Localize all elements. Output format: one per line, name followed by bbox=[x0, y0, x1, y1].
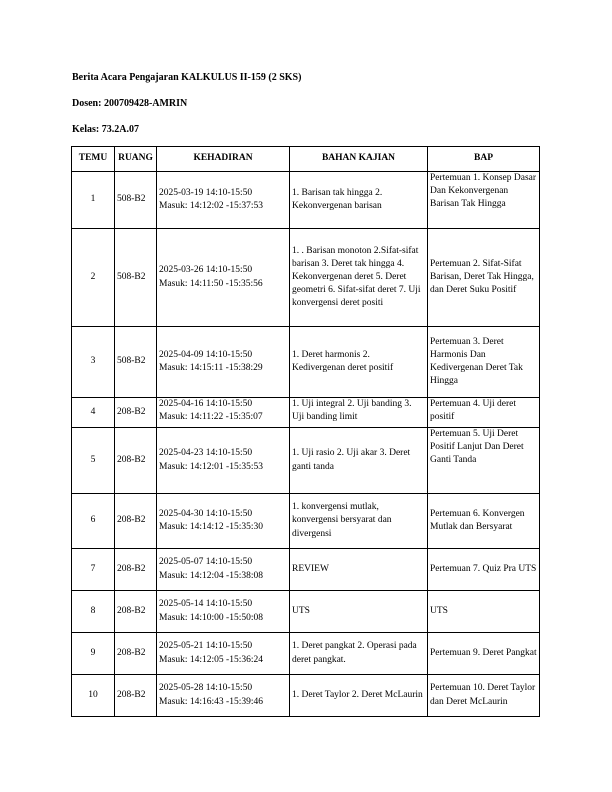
cell-temu: 6 bbox=[72, 494, 115, 549]
scheduled-time: 2025-03-26 14:10-15:50 bbox=[159, 265, 253, 276]
cell-kehadiran bbox=[157, 494, 290, 549]
col-header-bap: BAP bbox=[428, 147, 540, 172]
scheduled-time: 2025-05-07 14:10-15:50 bbox=[159, 557, 253, 568]
cell-temu: 7 bbox=[72, 549, 115, 591]
cell-kehadiran bbox=[157, 633, 290, 675]
cell-bahan-kajian: 1. Uji rasio 2. Uji akar 3. Deret ganti tanda bbox=[290, 428, 428, 494]
cell-kehadiran bbox=[157, 549, 290, 591]
document-title: Berita Acara Pengajaran KALKULUS II-159 (2 SKS) bbox=[72, 72, 302, 83]
check-in-time: Masuk: 14:14:12 -15:35:30 bbox=[159, 522, 263, 532]
cell-ruang: 508-B2 bbox=[115, 327, 157, 398]
cell-kehadiran bbox=[157, 591, 290, 633]
scheduled-time: 2025-05-28 14:10-15:50 bbox=[159, 683, 253, 694]
cell-ruang: 208-B2 bbox=[115, 494, 157, 549]
scheduled-time: 2025-04-30 14:10-15:50 bbox=[159, 508, 253, 519]
table-row bbox=[72, 327, 540, 398]
teaching-record-table bbox=[71, 146, 540, 717]
check-in-time: Masuk: 14:11:22 -15:35:07 bbox=[159, 412, 263, 423]
cell-bahan-kajian: 1. Deret pangkat 2. Operasi pada deret pangkat. bbox=[290, 633, 428, 675]
table-row bbox=[72, 428, 540, 494]
cell-bap: Pertemuan 4. Uji deret positif bbox=[428, 398, 540, 428]
table-row bbox=[72, 172, 540, 229]
scheduled-time: 2025-03-19 14:10-15:50 bbox=[159, 187, 253, 198]
cell-temu: 1 bbox=[72, 172, 115, 229]
cell-kehadiran bbox=[157, 229, 290, 327]
cell-ruang: 208-B2 bbox=[115, 428, 157, 494]
scheduled-time: 2025-04-09 14:10-15:50 bbox=[159, 349, 253, 360]
col-header-ruang: RUANG bbox=[115, 147, 157, 172]
col-header-bahan-kajian: BAHAN KAJIAN bbox=[290, 147, 428, 172]
cell-ruang: 208-B2 bbox=[115, 549, 157, 591]
table-header-row bbox=[72, 147, 540, 172]
class-line: Kelas: 73.2A.07 bbox=[72, 124, 139, 135]
cell-bap: Pertemuan 6. Konvergen Mutlak dan Bersyarat bbox=[428, 494, 540, 549]
cell-temu: 2 bbox=[72, 229, 115, 327]
table-row bbox=[72, 675, 540, 717]
check-in-time: Masuk: 14:15:11 -15:38:29 bbox=[159, 363, 263, 373]
cell-kehadiran bbox=[157, 172, 290, 229]
cell-ruang: 208-B2 bbox=[115, 633, 157, 675]
check-in-time: Masuk: 14:12:05 -15:36:24 bbox=[159, 654, 263, 665]
scheduled-time: 2025-04-23 14:10-15:50 bbox=[159, 448, 253, 459]
cell-kehadiran bbox=[157, 675, 290, 717]
cell-temu: 3 bbox=[72, 327, 115, 398]
cell-ruang: 508-B2 bbox=[115, 229, 157, 327]
table-row bbox=[72, 494, 540, 549]
check-in-time: Masuk: 14:12:04 -15:38:08 bbox=[159, 570, 263, 581]
cell-bap: Pertemuan 2. Sifat-Sifat Barisan, Deret Tak Hingga, dan Deret Suku Positif bbox=[428, 229, 540, 327]
table-row bbox=[72, 229, 540, 327]
cell-bahan-kajian: REVIEW bbox=[290, 549, 428, 591]
check-in-time: Masuk: 14:11:50 -15:35:56 bbox=[159, 278, 263, 289]
cell-bahan-kajian: 1. Uji integral 2. Uji banding 3. Uji banding limit bbox=[290, 398, 428, 428]
lecturer-line: Dosen: 200709428-AMRIN bbox=[72, 98, 188, 109]
cell-bahan-kajian: 1. konvergensi mutlak, konvergensi bersyarat dan divergensi bbox=[290, 494, 428, 549]
cell-bap: Pertemuan 3. Deret Harmonis Dan Kedivergenan Deret Tak Hingga bbox=[428, 327, 540, 398]
table-row bbox=[72, 398, 540, 428]
cell-ruang: 208-B2 bbox=[115, 398, 157, 428]
cell-kehadiran bbox=[157, 428, 290, 494]
cell-bahan-kajian: 1. Barisan tak hingga 2. Kekonvergenan barisan bbox=[290, 172, 428, 229]
cell-ruang: 208-B2 bbox=[115, 675, 157, 717]
cell-bahan-kajian: 1. Deret harmonis 2. Kedivergenan deret positif bbox=[290, 327, 428, 398]
cell-temu: 5 bbox=[72, 428, 115, 494]
col-header-kehadiran: KEHADIRAN bbox=[157, 147, 290, 172]
table-row bbox=[72, 591, 540, 633]
check-in-time: Masuk: 14:12:01 -15:35:53 bbox=[159, 461, 263, 472]
cell-temu: 9 bbox=[72, 633, 115, 675]
cell-bap: Pertemuan 9. Deret Pangkat bbox=[428, 633, 540, 675]
table-row bbox=[72, 549, 540, 591]
cell-bahan-kajian: UTS bbox=[290, 591, 428, 633]
check-in-time: Masuk: 14:12:02 -15:37:53 bbox=[159, 201, 263, 211]
cell-bap: Pertemuan 10. Deret Taylor dan Deret McLaurin bbox=[428, 675, 540, 717]
cell-bap: Pertemuan 5. Uji Deret Positif Lanjut Dan Deret Ganti Tanda bbox=[428, 428, 540, 494]
cell-bahan-kajian: 1. Deret Taylor 2. Deret McLaurin bbox=[290, 675, 428, 717]
cell-bap: Pertemuan 1. Konsep Dasar Dan Kekonvergenan Barisan Tak Hingga bbox=[428, 172, 540, 229]
scheduled-time: 2025-05-21 14:10-15:50 bbox=[159, 641, 253, 652]
check-in-time: Masuk: 14:16:43 -15:39:46 bbox=[159, 696, 263, 707]
cell-ruang: 208-B2 bbox=[115, 591, 157, 633]
cell-temu: 4 bbox=[72, 398, 115, 428]
cell-kehadiran bbox=[157, 327, 290, 398]
col-header-temu: TEMU bbox=[72, 147, 115, 172]
cell-temu: 8 bbox=[72, 591, 115, 633]
cell-kehadiran bbox=[157, 398, 290, 428]
check-in-time: Masuk: 14:10:00 -15:50:08 bbox=[159, 612, 263, 623]
cell-temu: 10 bbox=[72, 675, 115, 717]
cell-bap: Pertemuan 7. Quiz Pra UTS bbox=[428, 549, 540, 591]
table-row bbox=[72, 633, 540, 675]
cell-ruang: 508-B2 bbox=[115, 172, 157, 229]
scheduled-time: 2025-05-14 14:10-15:50 bbox=[159, 599, 253, 610]
cell-bap: UTS bbox=[428, 591, 540, 633]
scheduled-time: 2025-04-16 14:10-15:50 bbox=[159, 399, 253, 409]
cell-bahan-kajian: 1. . Barisan monoton 2.Sifat-sifat barisan 3. Deret tak hingga 4. Kekonvergenan deret 5. Deret geometri 6. Sifat-sifat deret 7. Uji konvergensi deret positi bbox=[290, 229, 428, 327]
